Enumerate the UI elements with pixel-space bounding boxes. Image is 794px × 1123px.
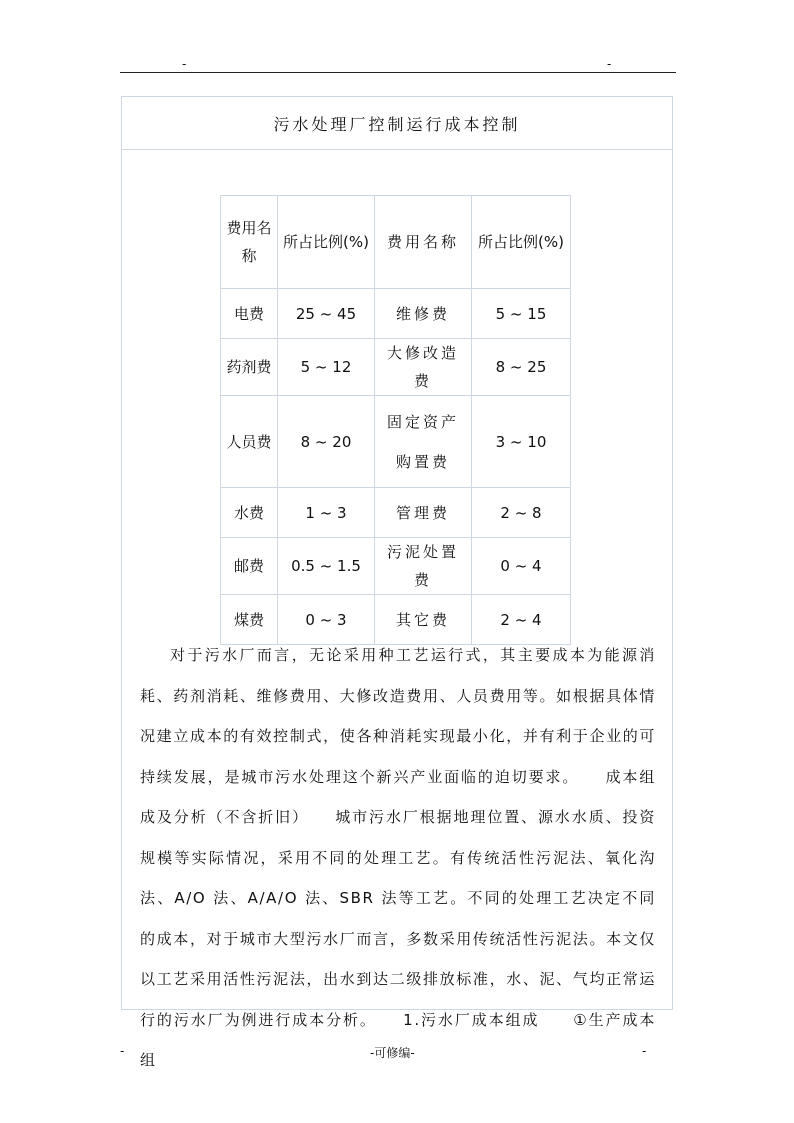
table-header-row [221, 196, 571, 289]
table-cell: 污泥处置费 [375, 538, 472, 595]
table-cell: 25 ~ 45 [278, 289, 375, 339]
table-cell: 邮费 [221, 538, 278, 595]
table-cell: 8 ~ 20 [278, 396, 375, 488]
table-cell: 8 ~ 25 [472, 339, 571, 396]
table-cell: 维修费 [375, 289, 472, 339]
table-cell: 其它费 [375, 595, 472, 645]
table-row [221, 339, 571, 396]
table-cell: 5 ~ 12 [278, 339, 375, 396]
table-cell: 5 ~ 15 [472, 289, 571, 339]
footer-left-mark: - [120, 1044, 125, 1058]
table-cell: 人员费 [221, 396, 278, 488]
table-cell: 固定资产购置费 [375, 396, 472, 488]
header-cell: 费用名称 [221, 196, 278, 289]
table-row [221, 488, 571, 538]
table-cell: 2 ~ 8 [472, 488, 571, 538]
footer-editable-note: -可修编- [370, 1046, 415, 1060]
header-left-mark: - [182, 57, 187, 71]
header-rule [120, 72, 676, 73]
header-right-mark: - [607, 57, 612, 71]
table-cell: 0.5 ~ 1.5 [278, 538, 375, 595]
header-cell: 费用名称 [375, 196, 472, 289]
table-cell: 电费 [221, 289, 278, 339]
table-row [221, 396, 571, 488]
table-cell: 水费 [221, 488, 278, 538]
table-row [221, 289, 571, 339]
header-cell: 所占比例(%) [472, 196, 571, 289]
footer-right-mark: - [642, 1044, 647, 1058]
table-cell: 大修改造费 [375, 339, 472, 396]
document-title: 污水处理厂控制运行成本控制 [122, 97, 672, 150]
table-row [221, 538, 571, 595]
body-paragraph: 对于污水厂而言，无论采用种工艺运行式，其主要成本为能源消耗、药剂消耗、维修费用、大修改造费用、人员费用等。如根据具体情况建立成本的有效控制式，使各种消耗实现最小化，并有利于企业的可持续发展，是城市污水处理这个新兴产业面临的迫切要求。 成本组成及分析（不含折旧） 城市污水厂根据地理位置、源水水质、投资规模等实际情况，采用不同的处理工艺。有传统活性污泥法、氧化沟法、A/O 法、A/A/O 法、SBR 法等工艺。不同的处理工艺决定不同的成本，对于城市大型污水厂而言，多数采用传统活性污泥法。本文仅以工艺采用活性污泥法，出水到达二级排放标准，水、泥、气均正常运行的污水厂为例进行成本分析。 1.污水厂成本组成 ①生产成本组 [140, 646, 656, 1069]
table-cell: 煤费 [221, 595, 278, 645]
table-cell: 管理费 [375, 488, 472, 538]
table-cell: 0 ~ 3 [278, 595, 375, 645]
cost-ratio-table [220, 195, 571, 645]
header-cell: 所占比例(%) [278, 196, 375, 289]
table-cell: 药剂费 [221, 339, 278, 396]
table-cell: 0 ~ 4 [472, 538, 571, 595]
table-cell: 1 ~ 3 [278, 488, 375, 538]
table-cell: 3 ~ 10 [472, 396, 571, 488]
table-cell: 2 ~ 4 [472, 595, 571, 645]
